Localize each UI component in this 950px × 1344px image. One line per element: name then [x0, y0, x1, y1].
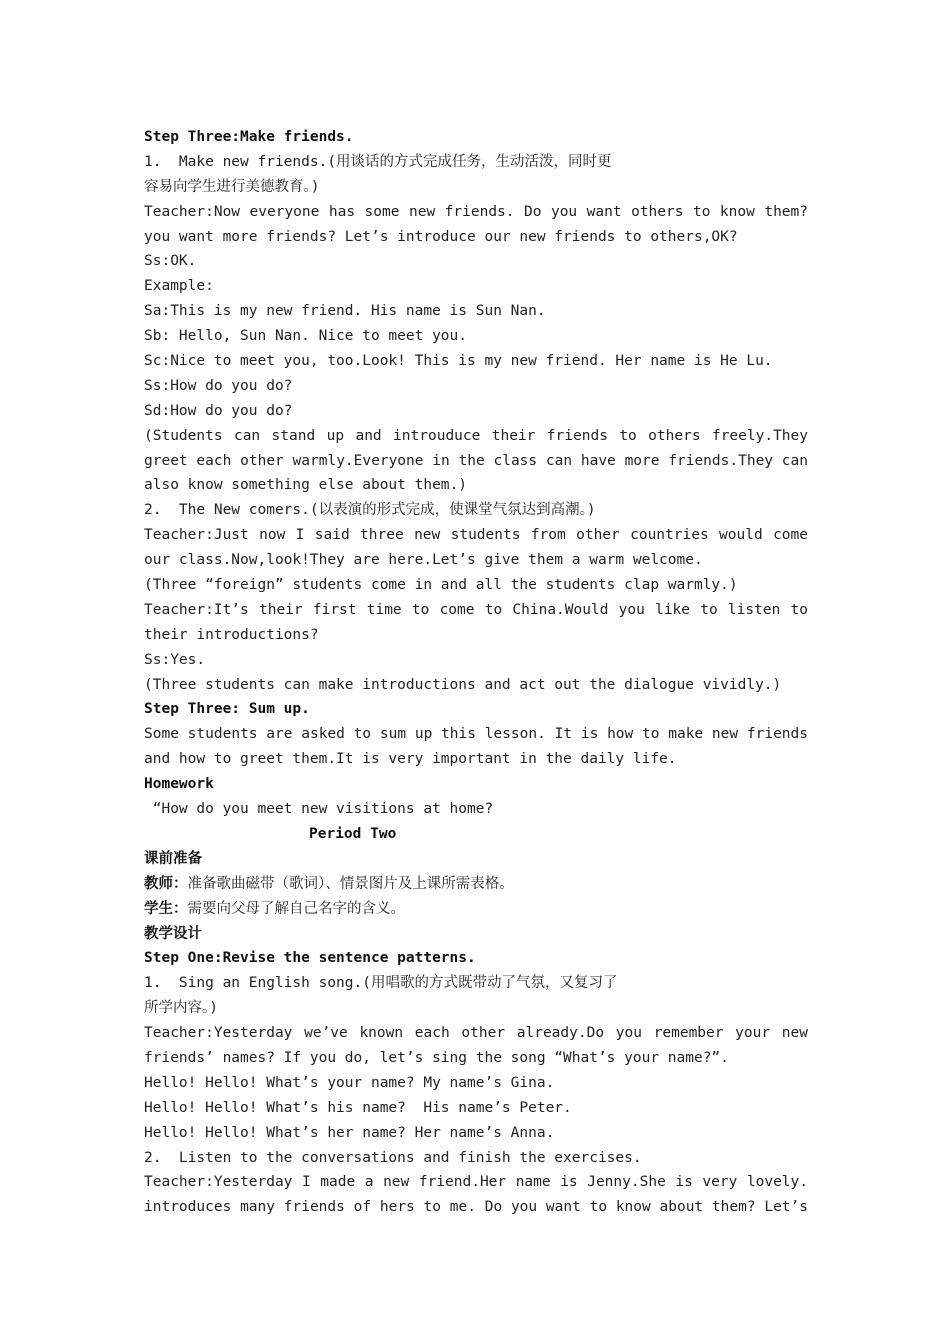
line-label: 学生： — [144, 900, 188, 917]
body-line: Sd:How do you do? — [144, 402, 293, 419]
body-line: Ss:Yes. — [144, 651, 206, 668]
body-line: friends’ names? If you do, let’s sing the song “What’s your name?”. — [144, 1049, 729, 1066]
heading-line: 教学设计 — [144, 925, 202, 942]
heading-line: Step One:Revise the sentence patterns. — [144, 950, 476, 967]
heading-line: 课前准备 — [144, 850, 202, 867]
body-line: also know something else about them.) — [144, 477, 468, 494]
body-line: 容易向学生进行美德教育。) — [144, 178, 320, 195]
heading-line: Step Three:Make friends. — [144, 129, 354, 145]
body-line: Teacher:Just now I said three new students from other countries would come — [144, 527, 808, 544]
heading-line: Step Three: Sum up. — [144, 701, 310, 718]
body-line: Hello! Hello! What’s your name? My name’s Gina. — [144, 1074, 555, 1091]
body-line: our class.Now,look!They are here.Let’s give them a warm welcome. — [144, 552, 703, 569]
body-line: Hello! Hello! What’s her name? Her name’s Anna. — [144, 1124, 555, 1141]
body-line: (Three students can make introductions and act out the dialogue vividly.) — [144, 676, 782, 693]
body-line: Teacher:Now everyone has some new friends. Do you want others to know them? — [144, 203, 808, 220]
body-line — [144, 897, 808, 922]
body-line: Ss:How do you do? — [144, 377, 293, 394]
heading-line: Homework — [144, 776, 214, 793]
section-title: Period Two — [309, 825, 397, 842]
body-line: Teacher:Yesterday we’ve known each other already.Do you remember your new — [144, 1025, 808, 1042]
body-line: 1. Sing an English song.(用唱歌的方式既带动了气氛，又复习了 — [144, 975, 618, 992]
body-line — [144, 872, 808, 897]
body-line: greet each other warmly.Everyone in the class can have more friends.They can — [144, 452, 808, 469]
body-line: Sb: Hello, Sun Nan. Nice to meet you. — [144, 328, 468, 345]
body-line: Example: — [144, 278, 214, 295]
body-line: Some students are asked to sum up this lesson. It is how to make new friends — [144, 726, 808, 743]
body-line: (Students can stand up and introuduce their friends to others freely.They — [144, 427, 808, 444]
body-line: 2. The New comers.(以表演的形式完成，使课堂气氛达到高潮。) — [144, 502, 596, 519]
line-text: 准备歌曲磁带（歌词）、情景图片及上课所需表格。 — [187, 875, 514, 892]
body-line: introduces many friends of hers to me. Do you want to know about them? Let’s — [144, 1199, 808, 1216]
body-line: “How do you meet new visitions at home? — [144, 801, 494, 818]
body-line: their introductions? — [144, 626, 319, 643]
body-line: 2. Listen to the conversations and finish the exercises. — [144, 1149, 642, 1166]
body-line: 所学内容。) — [144, 1000, 218, 1017]
body-line: (Three “foreign” students come in and all the students clap warmly.) — [144, 577, 738, 594]
body-line: Teacher:Yesterday I made a new friend.Her name is Jenny.She is very lovely. — [144, 1174, 808, 1191]
body-line: Sa:This is my new friend. His name is Sun Nan. — [144, 303, 546, 320]
body-line: Sc:Nice to meet you, too.Look! This is my new friend. Her name is He Lu. — [144, 353, 773, 370]
body-line: 1. Make new friends.(用谈话的方式完成任务，生动活泼，同时更 — [144, 153, 612, 170]
document-page — [144, 125, 808, 1220]
body-line: Ss:OK. — [144, 253, 197, 270]
body-line: and how to greet them.It is very important in the daily life. — [144, 751, 677, 768]
body-line: Hello! Hello! What’s his name? His name’s Peter. — [144, 1099, 572, 1116]
line-text: 需要向父母了解自己名字的含义。 — [187, 900, 405, 917]
body-line: Teacher:It’s their first time to come to China.Would you like to listen to — [144, 601, 808, 618]
line-label: 教师： — [144, 875, 188, 892]
body-line: you want more friends? Let’s introduce our new friends to others,OK? — [144, 228, 738, 245]
